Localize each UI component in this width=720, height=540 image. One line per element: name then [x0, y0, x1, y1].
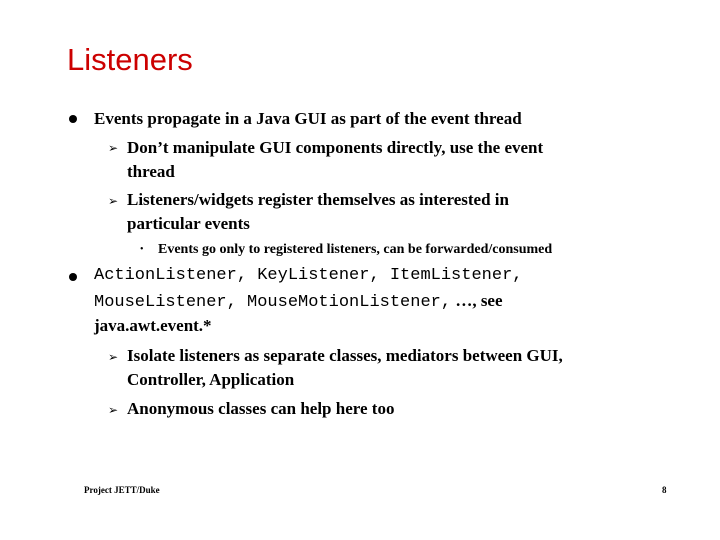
bullet-2-line-3: java.awt.event.*: [94, 316, 212, 335]
page-number: 8: [662, 485, 667, 495]
arrow-bullet-icon: ➢: [108, 141, 119, 155]
sub-bullet-4-line-1: Anonymous classes can help here too: [127, 399, 395, 418]
small-bullet-icon: •: [140, 244, 144, 255]
sub-bullet-3-line-1: Isolate listeners as separate classes, mediators between GUI,: [127, 346, 563, 365]
sub-bullet-1-line-1: Don’t manipulate GUI components directly, use the event: [127, 138, 544, 157]
slide-title: Listeners: [67, 42, 193, 77]
bullet-2-line-2-code: MouseListener, MouseMotionListener,: [94, 293, 452, 312]
sub-bullet-3-line-2: Controller, Application: [127, 370, 295, 389]
bullet-1-text: Events propagate in a Java GUI as part of the event thread: [94, 109, 522, 128]
sub-bullet-1-line-2: thread: [127, 162, 175, 181]
sub-sub-bullet-text: Events go only to registered listeners, can be forwarded/consumed: [158, 242, 553, 257]
bullet-2-line-2: [94, 291, 503, 312]
bullet-2-line-1: ActionListener, KeyListener, ItemListener,: [94, 266, 523, 285]
sub-bullet-2-line-2: particular events: [127, 214, 250, 233]
sub-bullet-2-line-1: Listeners/widgets register themselves as interested in: [127, 190, 509, 209]
bullet-2-line-2-tail: …, see: [451, 291, 503, 310]
bullet-dot-icon: [69, 273, 77, 281]
arrow-bullet-icon: ➢: [108, 194, 119, 208]
arrow-bullet-icon: ➢: [108, 350, 119, 364]
arrow-bullet-icon: ➢: [108, 403, 119, 417]
bullet-dot-icon: [69, 115, 77, 123]
footer-label: Project JETT/Duke: [84, 485, 160, 495]
